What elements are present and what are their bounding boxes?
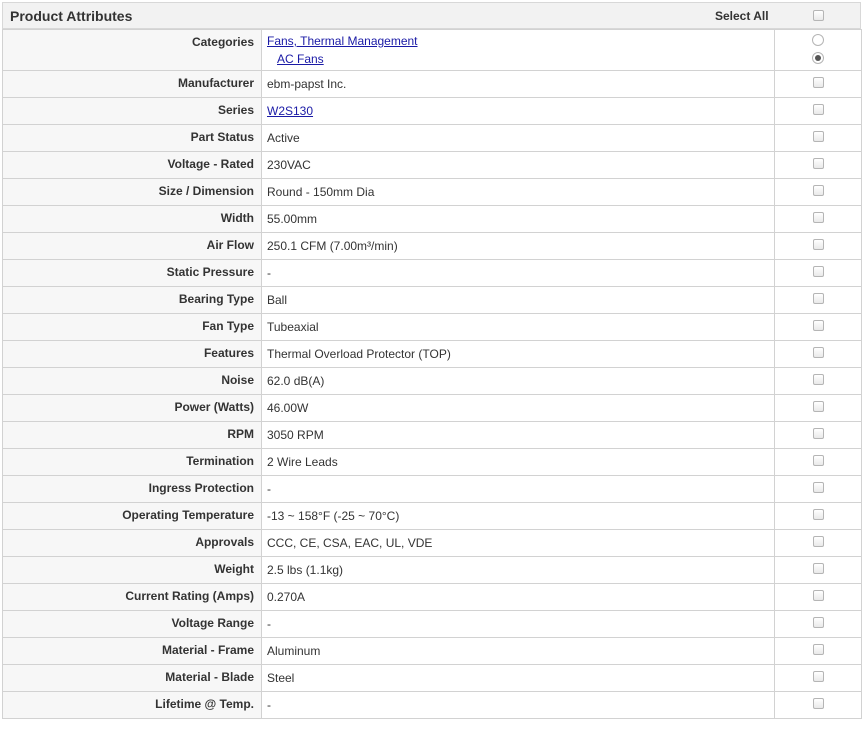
row-checkbox-manufacturer[interactable] [813,77,824,88]
row-value-cell [262,179,775,206]
row-check-cell [775,152,862,179]
row-label: Part Status [3,125,262,152]
table-row-operating-temperature [3,503,862,530]
table-row-air-flow [3,233,862,260]
row-label: Ingress Protection [3,476,262,503]
row-value-cell [262,368,775,395]
row-check-cell [775,476,862,503]
row-value-cell [262,449,775,476]
row-value-cell [262,638,775,665]
row-value-cell [262,611,775,638]
row-label: Voltage Range [3,611,262,638]
row-value-cell [262,314,775,341]
row-checkbox-lifetime-temp[interactable] [813,698,824,709]
row-label: Material - Blade [3,665,262,692]
select-all-checkbox[interactable] [813,10,824,21]
row-check-cell [775,557,862,584]
row-check-cell [775,98,862,125]
row-label: Bearing Type [3,287,262,314]
row-value: 250.1 CFM (7.00m³/min) [267,239,398,253]
row-check-cell [775,206,862,233]
row-check-cell [775,71,862,98]
row-label: Termination [3,449,262,476]
table-row-width [3,206,862,233]
row-check-cell [775,692,862,719]
row-checkbox-bearing-type[interactable] [813,293,824,304]
row-checkbox-voltage-range[interactable] [813,617,824,628]
row-value-cell [262,125,775,152]
row-check-cell [775,314,862,341]
table-row-ingress-protection [3,476,862,503]
row-value: ebm-papst Inc. [267,77,347,91]
category-link-fans-thermal[interactable]: Fans, Thermal Management [267,34,418,48]
row-check-cell [775,260,862,287]
row-value-cell [262,260,775,287]
row-value: 3050 RPM [267,428,324,442]
row-label: Series [3,98,262,125]
row-label: Static Pressure [3,260,262,287]
table-row-voltage-range [3,611,862,638]
category-link-ac-fans[interactable]: AC Fans [277,52,324,66]
row-check-cell [775,341,862,368]
row-checkbox-static-pressure[interactable] [813,266,824,277]
row-checkbox-features[interactable] [813,347,824,358]
row-check-cell [775,233,862,260]
row-value-cell [262,503,775,530]
row-checkbox-power-watts[interactable] [813,401,824,412]
row-checkbox-rpm[interactable] [813,428,824,439]
row-value-cell [262,476,775,503]
row-check-cell [775,287,862,314]
table-row-features [3,341,862,368]
row-value: 2 Wire Leads [267,455,338,469]
table-row-categories [3,30,862,71]
row-label: Approvals [3,530,262,557]
row-value: - [267,482,271,496]
select-all-label: Select All [715,9,769,23]
table-row-material-frame [3,638,862,665]
row-value: 0.270A [267,590,306,604]
row-value: Steel [267,671,295,685]
row-checkbox-operating-temperature[interactable] [813,509,824,520]
row-check-cell [775,422,862,449]
row-checkbox-material-frame[interactable] [813,644,824,655]
table-row-weight [3,557,862,584]
row-label: Categories [3,30,262,71]
row-label: Fan Type [3,314,262,341]
row-check-cell [775,179,862,206]
row-label: Weight [3,557,262,584]
table-row-size-dimension [3,179,862,206]
row-value: 46.00W [267,401,309,415]
row-value: Thermal Overload Protector (TOP) [267,347,451,361]
row-value: 230VAC [267,158,311,172]
row-value: 55.00mm [267,212,318,226]
row-label: Lifetime @ Temp. [3,692,262,719]
row-value: 62.0 dB(A) [267,374,325,388]
row-check-cell [775,665,862,692]
row-label: Noise [3,368,262,395]
row-label: Manufacturer [3,71,262,98]
table-row-termination [3,449,862,476]
row-checkbox-current-rating-amps[interactable] [813,590,824,601]
row-check-cell [775,503,862,530]
row-value-cell [262,287,775,314]
categories-value [262,30,775,71]
row-check-cell [775,611,862,638]
row-value-cell [262,557,775,584]
row-value-cell [262,341,775,368]
table-row-rpm [3,422,862,449]
row-checkbox-approvals[interactable] [813,536,824,547]
row-label: Power (Watts) [3,395,262,422]
row-value-cell [262,152,775,179]
table-row-approvals [3,530,862,557]
table-row-bearing-type [3,287,862,314]
attributes-table [2,29,862,719]
row-label: Material - Frame [3,638,262,665]
row-label: Features [3,341,262,368]
row-label: RPM [3,422,262,449]
table-row-fan-type [3,314,862,341]
row-value: - [267,698,271,712]
row-checkbox-size-dimension[interactable] [813,185,824,196]
row-checkbox-part-status[interactable] [813,131,824,142]
row-check-cell [775,638,862,665]
row-value: - [267,266,271,280]
row-checkbox-air-flow[interactable] [813,239,824,250]
row-value-cell [262,692,775,719]
row-label: Size / Dimension [3,179,262,206]
category-radio-fans-thermal[interactable] [812,34,824,46]
table-row-part-status [3,125,862,152]
row-value-cell [262,530,775,557]
row-label: Operating Temperature [3,503,262,530]
row-check-cell [775,368,862,395]
row-check-cell [775,530,862,557]
table-row-series [3,98,862,125]
row-value-cell [262,206,775,233]
row-checkbox-voltage-rated[interactable] [813,158,824,169]
row-check-cell [775,125,862,152]
row-label: Width [3,206,262,233]
row-checkbox-noise[interactable] [813,374,824,385]
row-value: 2.5 lbs (1.1kg) [267,563,344,577]
category-radio-cell [775,30,862,71]
table-row-manufacturer [3,71,862,98]
row-value-cell [262,584,775,611]
row-check-cell [775,584,862,611]
row-value-cell [262,665,775,692]
row-value: CCC, CE, CSA, EAC, UL, VDE [267,536,433,550]
row-check-cell [775,449,862,476]
table-row-static-pressure [3,260,862,287]
row-label: Voltage - Rated [3,152,262,179]
row-checkbox-fan-type[interactable] [813,320,824,331]
table-row-current-rating-amps [3,584,862,611]
attributes-header [2,2,861,29]
row-value: Ball [267,293,288,307]
row-value-cell [262,395,775,422]
row-label: Current Rating (Amps) [3,584,262,611]
table-row-voltage-rated [3,152,862,179]
row-checkbox-ingress-protection[interactable] [813,482,824,493]
row-value-cell [262,71,775,98]
row-value: Tubeaxial [267,320,319,334]
table-row-lifetime-temp [3,692,862,719]
row-value: Round - 150mm Dia [267,185,375,199]
category-radio-ac-fans[interactable] [812,52,824,64]
panel-title: Product Attributes [10,8,133,24]
row-value: Active [267,131,300,145]
row-checkbox-weight[interactable] [813,563,824,574]
row-checkbox-termination[interactable] [813,455,824,466]
row-value-cell [262,422,775,449]
row-label: Air Flow [3,233,262,260]
row-value-cell [262,98,775,125]
series-link[interactable]: W2S130 [267,104,314,118]
row-checkbox-series[interactable] [813,104,824,115]
row-value: -13 ~ 158°F (-25 ~ 70°C) [267,509,400,523]
table-row-noise [3,368,862,395]
table-row-power-watts [3,395,862,422]
table-row-material-blade [3,665,862,692]
product-attributes-panel [2,2,861,719]
row-checkbox-width[interactable] [813,212,824,223]
row-check-cell [775,395,862,422]
row-value: Aluminum [267,644,321,658]
row-value-cell [262,233,775,260]
row-checkbox-material-blade[interactable] [813,671,824,682]
row-value: - [267,617,271,631]
